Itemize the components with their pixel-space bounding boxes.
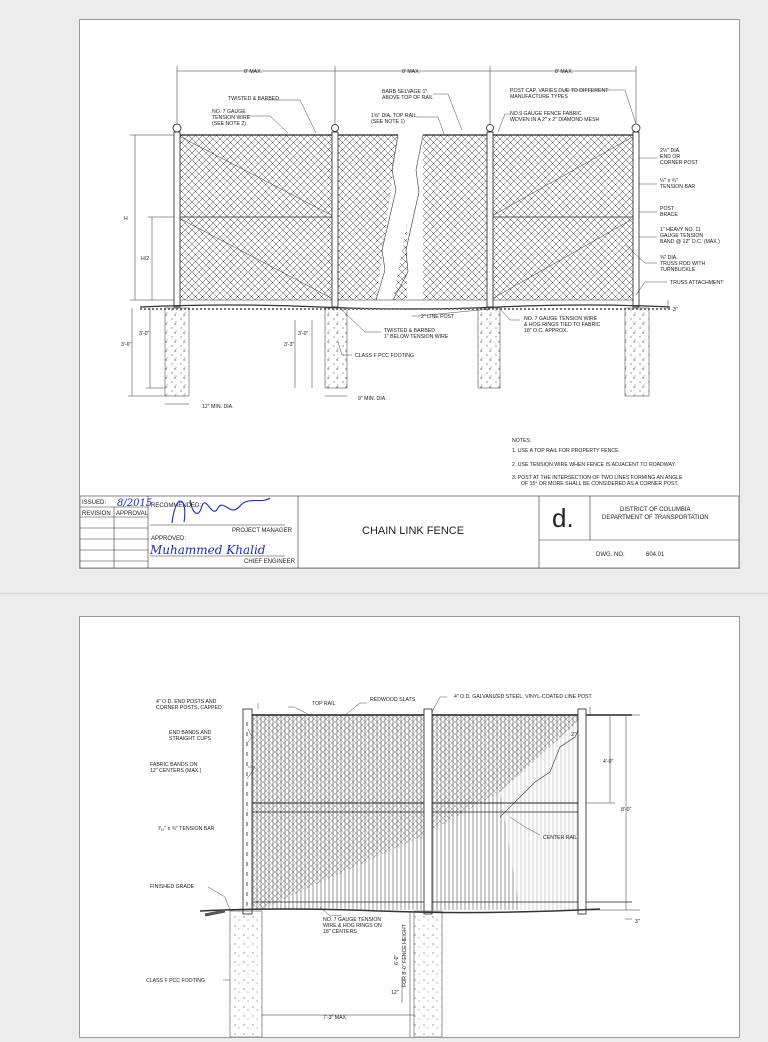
drawing-sheet-slatted-fence (79, 616, 740, 1038)
dim-3: 3" (635, 919, 640, 925)
approval-label: APPROVAL (116, 511, 148, 517)
dim-8-0: 8'-0" (621, 807, 632, 813)
label-top-rail-1: 1⅝" DIA. TOP RAIL (371, 113, 417, 119)
note-2: 2. USE TENSION WIRE WHEN FENCE IS ADJACENT TO ROADWAY. (512, 462, 676, 468)
agency-line-2: DEPARTMENT OF TRANSPORTATION (602, 515, 709, 521)
dwg-no-label: DWG. NO. (596, 552, 625, 558)
dim-3-3: 3'-3" (284, 342, 295, 348)
page-separator (0, 593, 768, 594)
label-3-in: 3" (673, 307, 678, 313)
label-fabric-bands-2: 12" CENTERS (MAX.) (150, 768, 202, 774)
notes-heading: NOTES: (512, 438, 532, 444)
label-twisted-below-1: TWISTED & BARBED (384, 328, 436, 334)
label-tension-wire-3: (SEE NOTE 2) (212, 121, 247, 127)
label-footing: CLASS F PCC FOOTING (355, 353, 415, 359)
label-twisted-barbed: TWISTED & BARBED (228, 96, 280, 102)
label-barb-selvage-2: ABOVE TOP OF RAIL (382, 95, 434, 101)
recommended-label: RECOMMENDED: (151, 503, 202, 509)
label-fabric-2: WOVEN IN A 2" x 2" DIAMOND MESH (510, 117, 600, 123)
revision-label: REVISION (82, 511, 111, 517)
label-end-posts-1: 4" O.D. END POSTS AND (156, 699, 217, 705)
label-tension-wire-1: NO. 7 GAUGE (212, 109, 246, 115)
label-end-posts-2: CORNER POSTS, CAPPED (156, 705, 222, 711)
label-fabric-1: NO.9 GAUGE FENCE FABRIC (510, 111, 582, 117)
recommender-signature (172, 498, 270, 523)
note-1: 1. USE A TOP RAIL FOR PROPERTY FENCE. (512, 448, 621, 454)
slatted-fence-drawing (80, 617, 739, 1037)
chain-link-fence-drawing (80, 20, 739, 568)
dim-12-dia: 12" MIN. DIA. (202, 404, 234, 410)
label-end-bands-1: END BANDS AND (169, 730, 212, 736)
label-line-post: 2" LINE POST (421, 314, 455, 320)
label-tension-band-3: BAND @ 12" O.C. (MAX.) (660, 239, 720, 245)
label-post-cap-1: POST CAP, VARIES DUE TO DIFFERENT (510, 88, 609, 94)
dim-2: 2" (571, 732, 576, 738)
agency-line-1: DISTRICT OF COLUMBIA (620, 507, 691, 513)
drawing-sheet-chain-link-fence (79, 19, 740, 569)
note-3b: OF 15° OR MORE SHALL BE CONSIDERED AS A CORNER POST. (521, 481, 679, 487)
ddot-logo: d. (552, 503, 574, 533)
label-tension-band-1: 1" HEAVY NO. 11 (660, 227, 701, 233)
label-tension-wire-2: TENSION WIRE (212, 115, 251, 121)
label-tension-wire-1: NO. 7 GAUGE TENSION (323, 917, 382, 923)
dim-12: 12" (391, 990, 399, 996)
label-finished-grade: FINISHED GRADE (150, 884, 195, 890)
label-end-post-3: CORNER POST (660, 160, 699, 166)
note-3a: 3. POST AT THE INTERSECTION OF TWO LINES FORMING AN ANGLE (512, 475, 683, 481)
fence-height-note: FOR 8'-0" FENCE HEIGHT (402, 924, 408, 987)
label-twisted-below-2: 1" BELOW TENSION WIRE (384, 334, 449, 340)
dim-6-0: 6'-0" (394, 954, 400, 965)
label-top-rail-2: (SEE NOTE 1) (371, 119, 406, 125)
dim-3-0-left: 3'-0" (139, 331, 150, 337)
dim-4-0: 4'-0" (603, 759, 614, 765)
label-tension-band-2: GAUGE TENSION (660, 233, 704, 239)
dim-9-dia: 9" MIN. DIA. (358, 396, 387, 402)
label-end-post-2: END OR (660, 154, 681, 160)
dim-7-3: 7'-3" MAX. (323, 1015, 348, 1021)
label-end-bands-2: STRAIGHT CUPS (169, 736, 211, 742)
approver-signature: Muhammed Khalid (150, 543, 266, 557)
label-post-cap-2: MANUFACTURE TYPES (510, 94, 568, 100)
label-center-rail: CENTER RAIL (543, 835, 578, 841)
label-truss-rod-2: TRUSS ROD WITH (660, 261, 706, 267)
label-truss-rod-1: ⅜" DIA. (660, 255, 678, 261)
label-barb-selvage-1: BARB SELVAGE 1" (382, 89, 428, 95)
label-footing: CLASS F PCC FOOTING (146, 978, 206, 984)
fence-body (248, 715, 586, 910)
label-top-rail: TOP RAIL (312, 701, 336, 707)
label-tension-bar: ³⁄₁₆" x ¾" TENSION BAR (158, 826, 215, 832)
label-hog-rings-1: NO. 7 GAUGE TENSION WIRE (524, 316, 598, 322)
label-tension-wire-2: WIRE & HOG RINGS ON (323, 923, 382, 929)
dim-top-right: 8' MAX. (555, 69, 573, 75)
project-manager-label: PROJECT MANAGER (232, 528, 292, 534)
label-truss-attachment: TRUSS ATTACHMENT (670, 280, 724, 286)
drawing-title: CHAIN LINK FENCE (362, 525, 465, 537)
dim-top-mid: 8' MAX. (402, 69, 420, 75)
label-hog-rings-3: 18" O.C. APPROX. (524, 328, 568, 334)
label-truss-rod-3: TURNBUCKLE (660, 267, 696, 273)
dim-3-0-mid: 3'-0" (298, 331, 309, 337)
chief-engineer-label: CHIEF ENGINEER (244, 559, 296, 565)
issued-date: 8/2015 (117, 498, 153, 509)
dim-3-6: 3'-6" (121, 342, 132, 348)
dim-h2: H/2 (141, 256, 150, 262)
label-redwood-slats: REDWOOD SLATS (370, 697, 416, 703)
label-tension-wire-3: 18" CENTERS (323, 929, 357, 935)
label-end-post-1: 2½" DIA. (660, 148, 681, 154)
approved-label: APPROVED: (151, 536, 187, 542)
dwg-no-value: 604.01 (646, 552, 665, 558)
label-tension-bar-1: ¼" x ¾" (660, 178, 678, 184)
label-tension-bar-2: TENSION BAR (660, 184, 696, 190)
label-hog-rings-2: & HOG RINGS TIED TO FABRIC (524, 322, 601, 328)
label-line-post: 4" O.D. GALVANIZED STEEL, VINYL-COATED LINE POST (454, 694, 592, 700)
dim-top-left: 8' MAX. (244, 69, 262, 75)
fence-fabric (177, 135, 636, 300)
label-fabric-bands-1: FABRIC BANDS ON (150, 762, 198, 768)
label-post-brace-2: BRACE (660, 212, 678, 218)
label-post-brace-1: POST (660, 206, 675, 212)
issued-label: ISSUED: (82, 500, 107, 506)
dim-h: H (124, 216, 128, 222)
